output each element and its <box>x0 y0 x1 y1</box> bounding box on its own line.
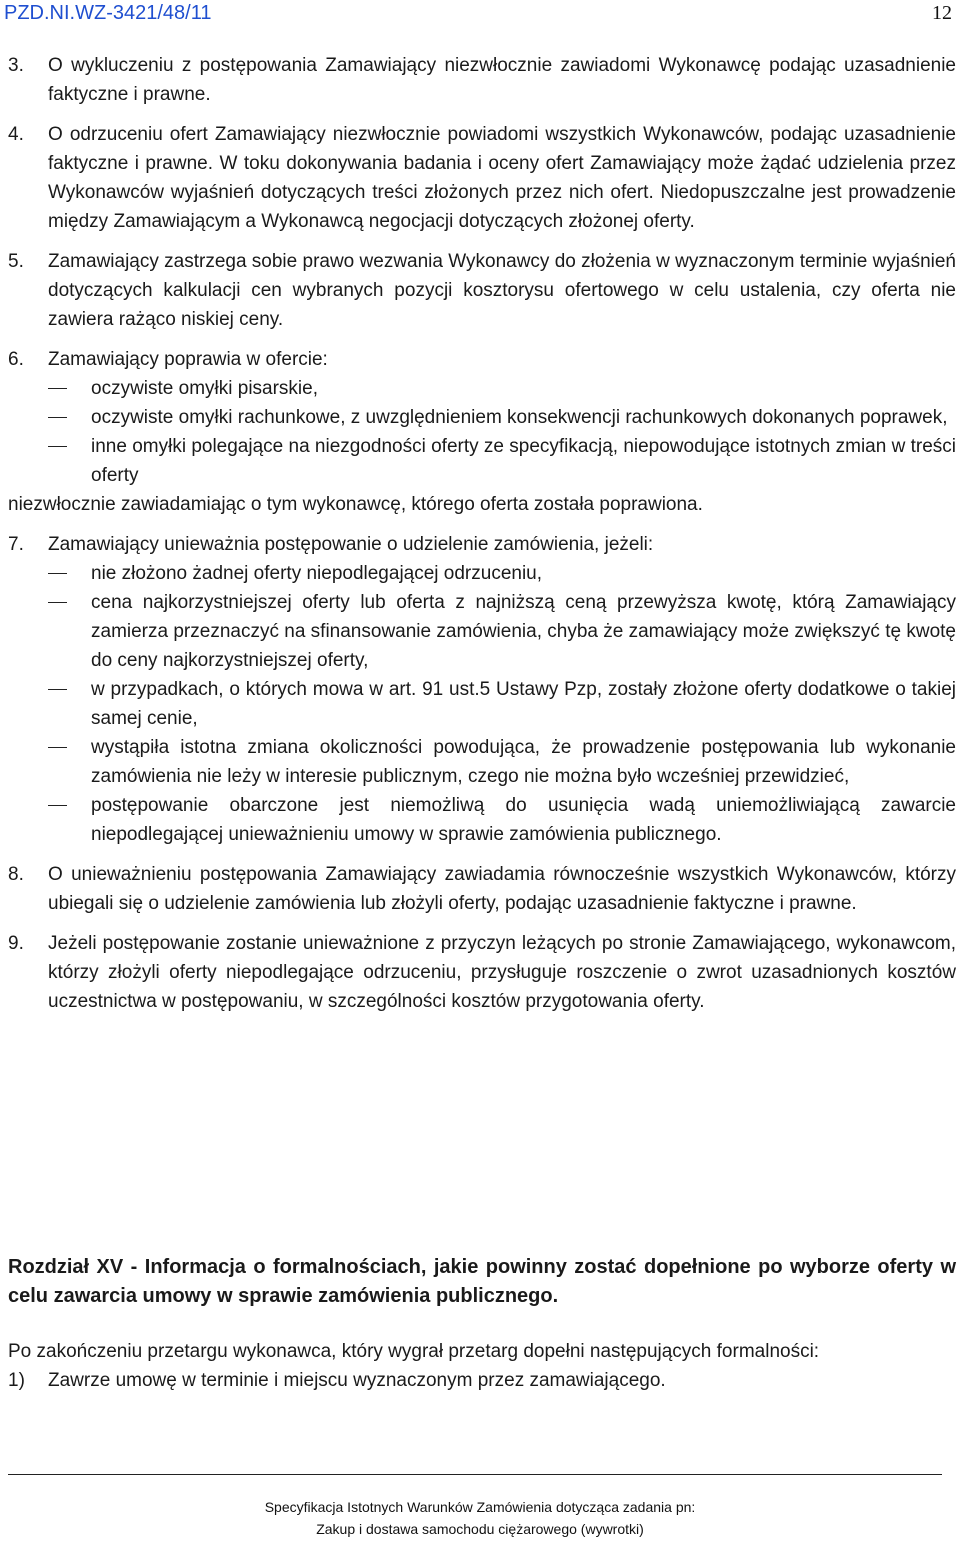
footer-line-2: Zakup i dostawa samochodu ciężarowego (wywrotki) <box>316 1521 644 1537</box>
footer-line-1: Specyfikacja Istotnych Warunków Zamówienia dotycząca zadania pn: <box>264 1499 696 1515</box>
item-text: Zamawiający poprawia w ofercie: <box>48 349 328 370</box>
dash-list-item <box>48 374 956 403</box>
document-code: PZD.NI.WZ-3421/48/11 <box>4 2 212 24</box>
dash-bullet-icon <box>48 602 67 603</box>
page-footer <box>0 1496 960 1540</box>
step-text: Zawrze umowę w terminie i miejscu wyznaczonym przez zamawiającego. <box>48 1370 666 1391</box>
dash-list-text: oczywiste omyłki rachunkowe, z uwzględnieniem konsekwencji rachunkowych dokonanych poprawek, <box>91 407 948 428</box>
list-item-7 <box>8 530 956 849</box>
dash-list-item <box>48 791 956 849</box>
item-number: 8. <box>8 864 24 885</box>
dash-list-text: postępowanie obarczone jest niemożliwą do usunięcia wadą uniemożliwiającą zawarcie niepodlegającej unieważnieniu umowy w sprawie zamówienia publicznego. <box>91 795 956 845</box>
list-item-8 <box>8 860 956 918</box>
item-text: Jeżeli postępowanie zostanie unieważnione z przyczyn leżących po stronie Zamawiającego, wykonawcom, którzy złożyli oferty niepodlegające odrzuceniu, przysługuje roszczenie o zwrot uzasadnionych kosztów uczestnictwa w postępowaniu, w szczególności kosztów przygotowania oferty. <box>48 933 956 1012</box>
dash-list-item <box>48 403 956 432</box>
main-content <box>8 51 956 1016</box>
dash-list-item <box>48 733 956 791</box>
item-number: 3. <box>8 55 24 76</box>
dash-list-text: wystąpiła istotna zmiana okoliczności powodująca, że prowadzenie postępowania lub wykonanie zamówienia nie leży w interesie publicznym, czego nie można było wcześniej przewidzieć, <box>91 737 956 787</box>
formalities-section <box>8 1337 956 1395</box>
item-text: O wykluczeniu z postępowania Zamawiający niezwłocznie zawiadomi Wykonawcę podając uzasadnienie faktyczne i prawne. <box>48 55 956 105</box>
page-number: 12 <box>932 2 952 24</box>
item-tail-text: niezwłocznie zawiadamiając o tym wykonawcę, którego oferta została poprawiona. <box>8 494 703 515</box>
item-text: Zamawiający zastrzega sobie prawo wezwania Wykonawcy do złożenia w wyznaczonym terminie wyjaśnień dotyczących kalkulacji cen wybranych pozycji kosztorysu ofertowego w celu ustalenia, czy oferta nie zawiera rażąco niskiej ceny. <box>48 251 956 330</box>
dash-bullet-icon <box>48 689 67 690</box>
dash-bullet-icon <box>48 388 67 389</box>
item-number: 5. <box>8 251 24 272</box>
dash-list-text: nie złożono żadnej oferty niepodlegającej odrzuceniu, <box>91 563 543 584</box>
dash-list <box>48 374 956 490</box>
item-text: O unieważnieniu postępowania Zamawiający zawiadamia równocześnie wszystkich Wykonawców, którzy ubiegali się o udzielenie zamówienia lub złożyli oferty, podając uzasadnienie faktyczne i prawne. <box>48 864 956 914</box>
dash-list-item <box>48 559 956 588</box>
dash-list-item <box>48 588 956 675</box>
dash-list-item <box>48 432 956 490</box>
dash-bullet-icon <box>48 805 67 806</box>
list-item-4 <box>8 120 956 236</box>
list-item-9 <box>8 929 956 1016</box>
formalities-intro: Po zakończeniu przetargu wykonawca, który wygrał przetarg dopełni następujących formalności: <box>8 1341 820 1362</box>
dash-list-item <box>48 675 956 733</box>
list-item-6 <box>8 345 956 519</box>
step-number: 1) <box>8 1370 25 1391</box>
dash-list <box>48 559 956 849</box>
formalities-step <box>8 1366 956 1395</box>
list-item-5 <box>8 247 956 334</box>
item-number: 9. <box>8 933 24 954</box>
dash-list-text: w przypadkach, o których mowa w art. 91 ust.5 Ustawy Pzp, zostały złożone oferty dodatkowe o takiej samej cenie, <box>91 679 956 729</box>
dash-bullet-icon <box>48 573 67 574</box>
dash-bullet-icon <box>48 417 67 418</box>
footer-divider <box>8 1474 942 1475</box>
dash-list-text: oczywiste omyłki pisarskie, <box>91 378 318 399</box>
list-item-3 <box>8 51 956 109</box>
item-text: O odrzuceniu ofert Zamawiający niezwłocznie powiadomi wszystkich Wykonawców, podając uzasadnienie faktyczne i prawne. W toku dokonywania badania i oceny ofert Zamawiający może żądać udzielenia przez Wykonawców wyjaśnień dotyczących treści złożonych przez nich ofert. Niedopuszczalne jest prowadzenie między Zamawiającym a Wykonawcą negocjacji dotyczących złożonej oferty. <box>48 124 956 232</box>
dash-bullet-icon <box>48 747 67 748</box>
item-number: 6. <box>8 349 24 370</box>
item-number: 7. <box>8 534 24 555</box>
chapter-heading: Rozdział XV - Informacja o formalnościach, jakie powinny zostać dopełnione po wyborze oferty w celu zawarcia umowy w sprawie zamówienia publicznego. <box>8 1256 956 1307</box>
item-number: 4. <box>8 124 24 145</box>
dash-bullet-icon <box>48 446 67 447</box>
item-text: Zamawiający unieważnia postępowanie o udzielenie zamówienia, jeżeli: <box>48 534 654 555</box>
page-header <box>4 2 952 28</box>
dash-list-text: inne omyłki polegające na niezgodności oferty ze specyfikacją, niepowodujące istotnych zmian w treści oferty <box>91 436 956 486</box>
dash-list-text: cena najkorzystniejszej oferty lub oferta z najniższą ceną przewyższa kwotę, którą Zamawiający zamierza przeznaczyć na sfinansowanie zamówienia, chyba że zamawiający może zwiększyć tę kwotę do ceny najkorzystniejszej oferty, <box>91 592 956 671</box>
